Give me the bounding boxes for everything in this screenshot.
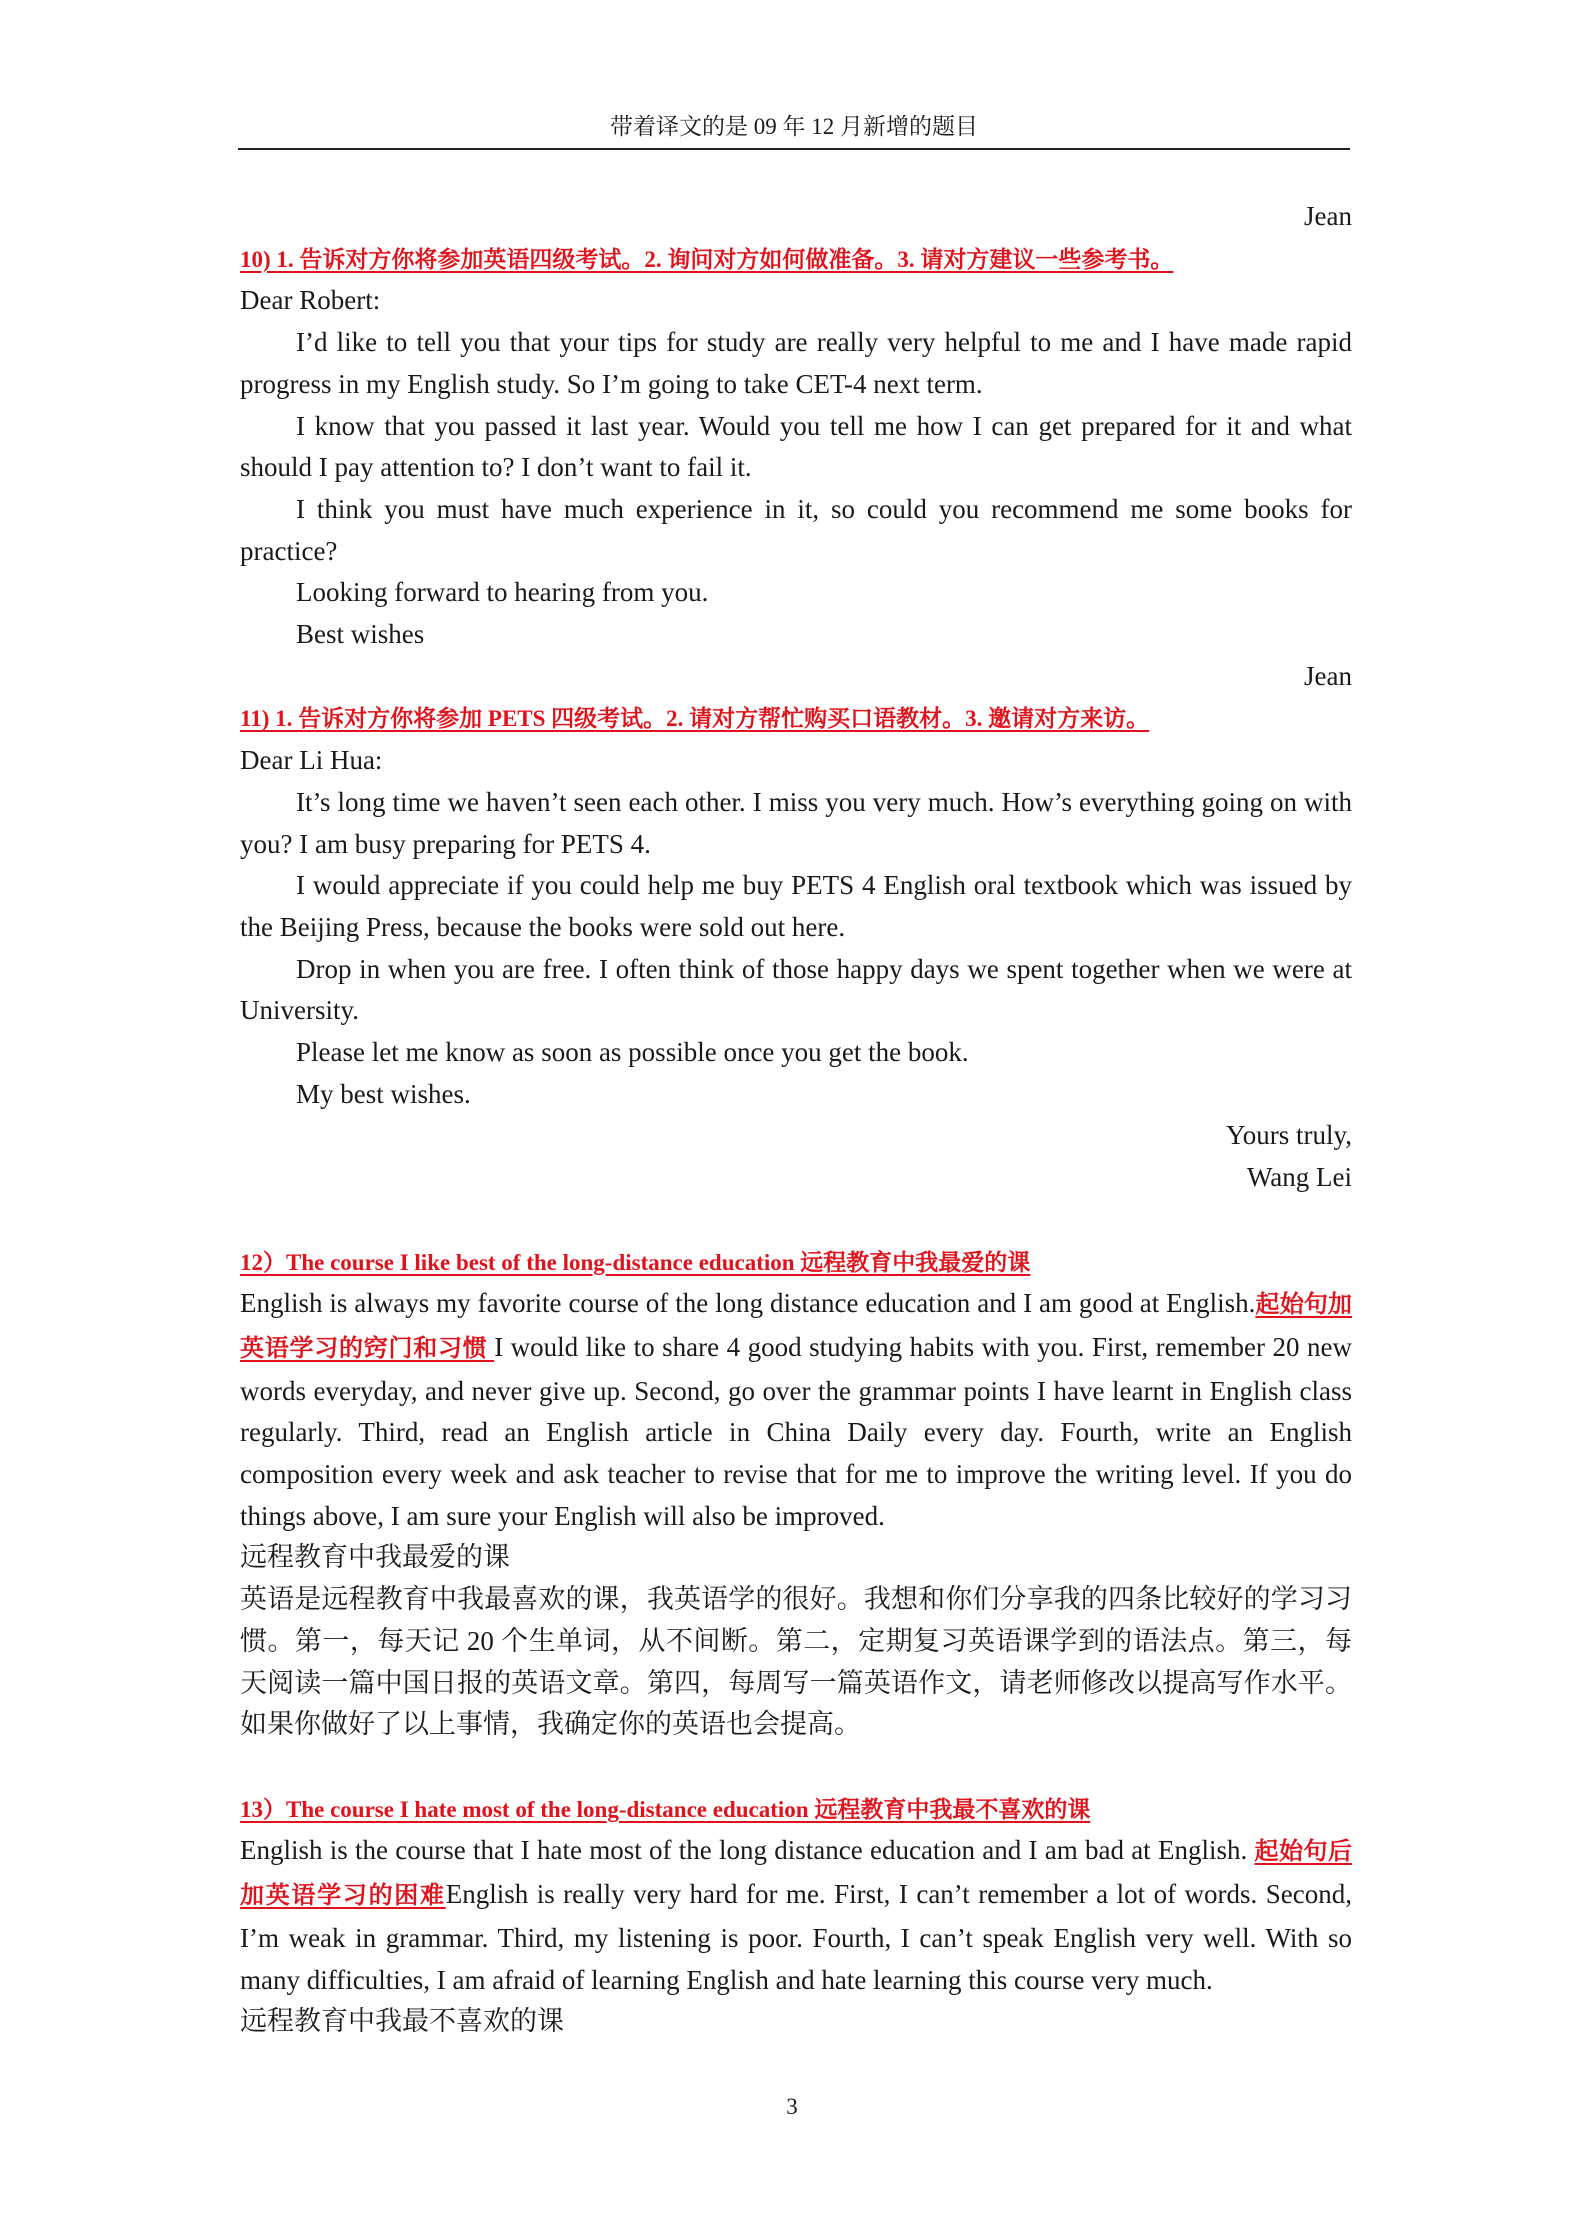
essay-12 [240, 1283, 1352, 1537]
essay-13-body: English is really very hard for me. First, I can’t remember a lot of words. Second, I’m weak in grammar. Third, my listening is poor. Fourth, I can’t speak English very well. With so many difficulties, I am afraid of learning English and hate learning this course very much. [240, 1879, 1352, 1995]
letter-10-paragraph: I’d like to tell you that your tips for study are really very helpful to me and I have made rapid progress in my English study. So I’m going to take CET-4 next term. [240, 327, 1352, 399]
heading-12-text: 12）The course I like best of the long-distance education 远程教育中我最爱的课 [240, 1249, 1031, 1275]
signature-10: Jean [1304, 660, 1352, 691]
letter-11-paragraph: I would appreciate if you could help me buy PETS 4 English oral textbook which was issued by the Beijing Press, because the books were sold out here. [240, 870, 1352, 942]
header-title: 带着译文的是 09 年 12 月新增的题目 [610, 114, 978, 139]
document-body [240, 196, 1352, 2043]
letter-11-paragraph: It’s long time we haven’t seen each other. I miss you very much. How’s everything going on with you? I am busy preparing for PETS 4. [240, 786, 1352, 859]
closing-11: Yours truly, [1225, 1120, 1352, 1151]
letter-10-paragraph: I know that you passed it last year. Would you tell me how I can get prepared for it and what should I pay attention to? I don’t want to fail it. [240, 410, 1352, 483]
essay-13-note: 起始句后加英语学习的困难 [240, 1839, 1353, 1910]
essay-12-opening: English is always my favorite course of the long distance education and I am good at English. [240, 1288, 1256, 1319]
letter-10-paragraph: I think you must have much experience in it, so could you recommend me some books for practice? [240, 493, 1352, 566]
letter-10-paragraph: Looking forward to hearing from you. [296, 577, 709, 608]
essay-13 [240, 1830, 1352, 2001]
section-spacer [240, 1746, 1352, 1788]
heading-13-text: 13）The course I hate most of the long-distance education 远程教育中我最不喜欢的课 [240, 1796, 1091, 1822]
letter-11-paragraph: Drop in when you are free. I often think of those happy days we spent together when we were at University. [240, 953, 1352, 1026]
essay-13-opening: English is the course that I hate most of the long distance education and I am bad at English. [240, 1835, 1255, 1866]
signature-11: Wang Lei [1246, 1162, 1352, 1193]
heading-13 [240, 1788, 1352, 1831]
task-11-text: 11) 1. 告诉对方你将参加 PETS 四级考试。2. 请对方帮忙购买口语教材。3. 邀请对方来访。 [240, 706, 1150, 732]
salutation-10: Dear Robert: [240, 285, 381, 316]
letter-10-paragraph: Best wishes [296, 619, 425, 650]
task-10-text: 10) 1. 告诉对方你将参加英语四级考试。2. 询问对方如何做准备。3. 请对方建议一些参考书。 [240, 246, 1174, 272]
task-11 [240, 697, 1352, 740]
letter-11-paragraph: My best wishes. [296, 1078, 471, 1109]
page-header [238, 112, 1350, 150]
salutation-11: Dear Li Hua: [240, 745, 383, 776]
translation-12-title: 远程教育中我最爱的课 [240, 1542, 510, 1573]
letter-11-paragraph: Please let me know as soon as possible once you get the book. [296, 1037, 969, 1068]
page-number: 3 [786, 2094, 798, 2119]
task-10 [240, 238, 1352, 281]
previous-letter-signature: Jean [1304, 201, 1352, 231]
heading-12 [240, 1241, 1352, 1284]
essay-12-body: I would like to share 4 good studying habits with you. First, remember 20 new words everyday, and never give up. Second, go over the grammar points I have learnt in English class regularly. Third, read an English article in China Daily every day. Fourth, write an English composition every week and ask teacher to revise that for me to improve the writing level. If you do things above, I am sure your English will also be improved. [240, 1331, 1352, 1531]
section-spacer [240, 1199, 1352, 1241]
translation-13-title: 远程教育中我最不喜欢的课 [240, 2006, 564, 2037]
essay-12-note: 起始句加英语学习的窍门和习惯 [240, 1292, 1352, 1362]
translation-12: 英语是远程教育中我最喜欢的课，我英语学的很好。我想和你们分享我的四条比较好的学习习惯。第一，每天记 20 个生单词，从不间断。第二，定期复习英语课学到的语法点。第三，每天阅读一篇中国日报的英语文章。第四，每周写一篇英语作文，请老师修改以提高写作水平。如果你做好了以上事情，我确定你的英语也会提高。 [240, 1584, 1352, 1740]
